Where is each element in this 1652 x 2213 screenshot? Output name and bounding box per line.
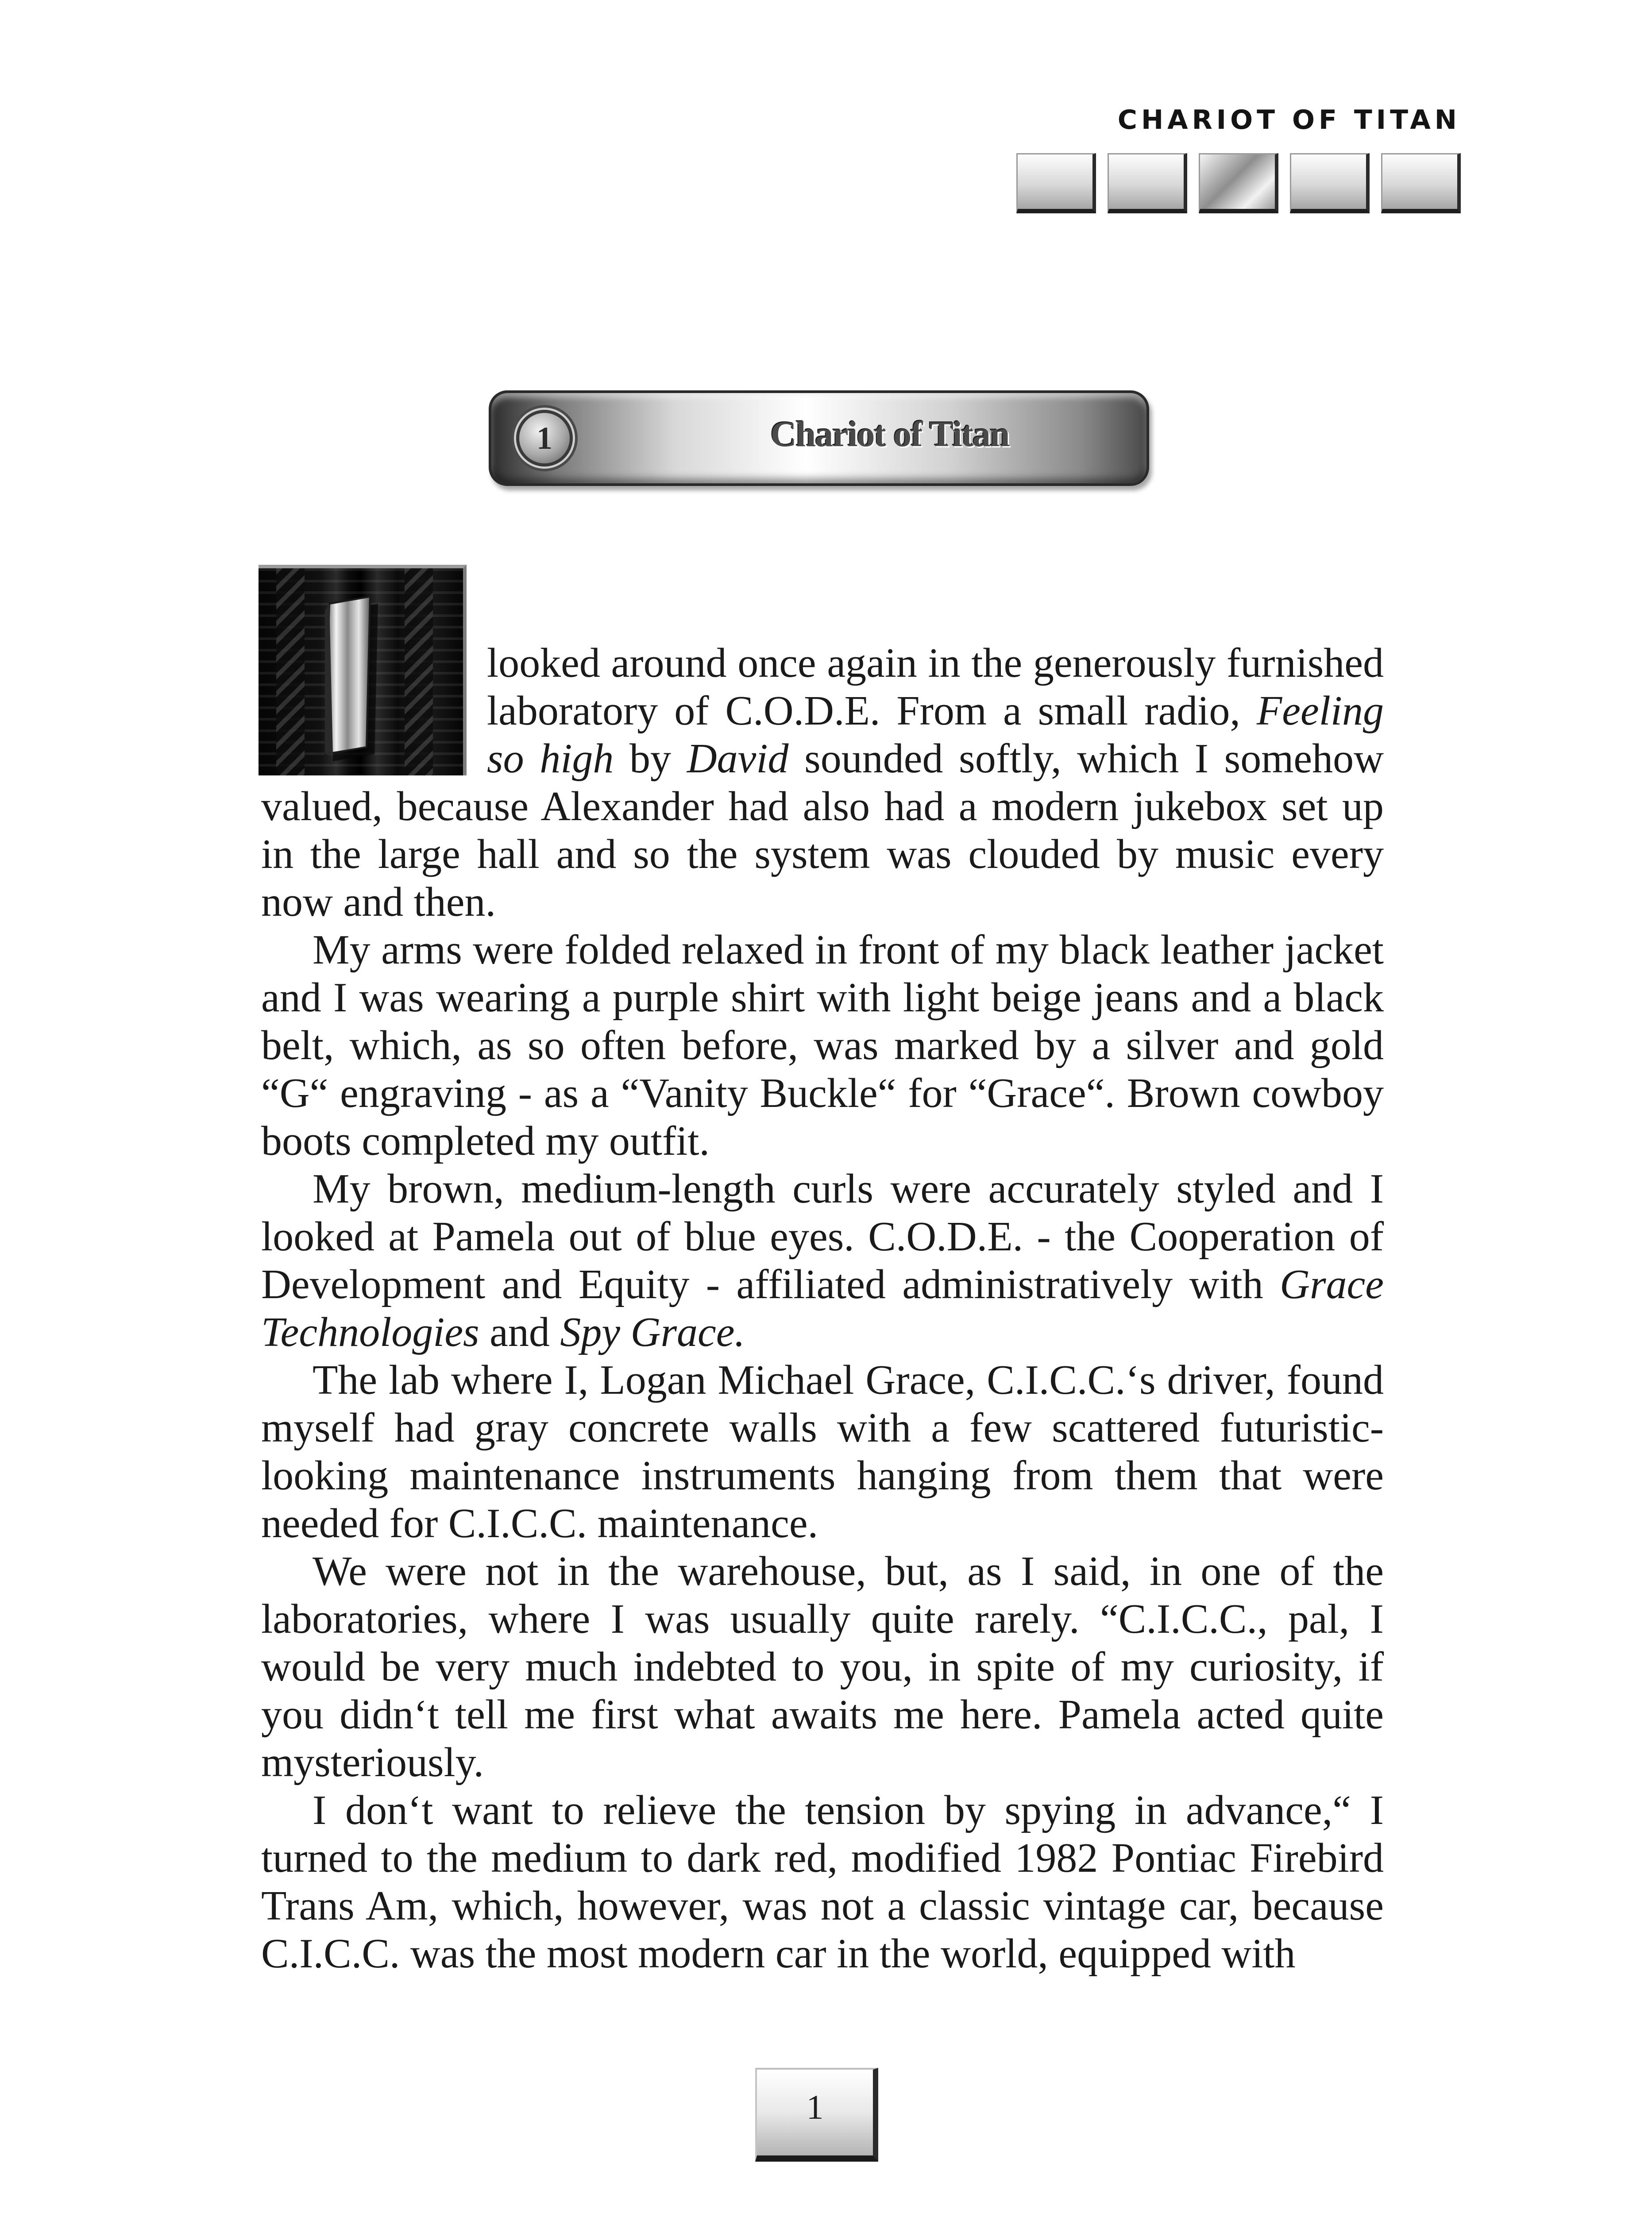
header-tab-1	[1016, 153, 1096, 213]
chapter-banner	[489, 390, 1149, 486]
text-run: looked around once again in the generously furnished laboratory of C.O.D.E. From a small radio,	[487, 640, 1384, 734]
artist-name: David	[687, 736, 789, 782]
running-title: CHARIOT OF TITAN	[1117, 104, 1461, 135]
paragraph-4: The lab where I, Logan Michael Grace, C.I.C.C.‘s driver, found myself had gray concrete walls with a few scattered futuristic-looking maintenance instruments hanging from them that were needed for C.I.C.C. maintenance.	[261, 1357, 1384, 1546]
chapter-number-badge: 1	[516, 410, 573, 467]
drop-cap-spacer	[261, 639, 487, 783]
paragraph-6: I don‘t want to relieve the tension by spying in advance,“ I turned to the medium to dark red, modified 1982 Pontiac Firebird Trans Am, which, however, was not a classic vintage car, because C.I.C.C. was the most modern car in the world, equipped with	[261, 1787, 1384, 1977]
paragraph-1	[261, 639, 1384, 926]
paragraph-3	[261, 1165, 1384, 1356]
header-tab-5	[1381, 153, 1461, 213]
header-tab-4	[1290, 153, 1370, 213]
company-name: Grace Technologies	[261, 1261, 1384, 1355]
text-run: My brown, medium-length curls were accurately styled and I looked at Pamela out of blue eyes. C.O.D.E. - the Cooperation of Development and Equity - affiliated administratively with	[261, 1166, 1384, 1307]
text-run: and	[479, 1309, 560, 1355]
paragraph-2: My arms were folded relaxed in front of my black leather jacket and I was wearing a purple shirt with light beige jeans and a black belt, which, as so often before, was marked by a silver and gold “G“ engraving - as a “Vanity Buckle“ for “Grace“. Brown cowboy boots completed my outfit.	[261, 927, 1384, 1164]
company-name: Spy Grace.	[560, 1309, 745, 1355]
song-title: Feeling so high	[487, 688, 1384, 782]
header-tab-3	[1199, 153, 1278, 213]
header-tab-strip	[1016, 153, 1463, 220]
text-run: by	[614, 736, 687, 782]
text-run: sounded softly, which I somehow valued, because Alexander had also had a modern jukebox set up in the large hall and so the system was clouded by music every now and then.	[261, 736, 1384, 925]
header-tab-2	[1108, 153, 1187, 213]
body-text	[261, 639, 1384, 1978]
paragraph-5: We were not in the warehouse, but, as I said, in one of the laboratories, where I was usually quite rarely. “C.I.C.C., pal, I would be very much indebted to you, in spite of my curiosity, if you didn‘t tell me first what awaits me here. Pamela acted quite mysteriously.	[261, 1548, 1384, 1785]
chapter-title: Chariot of Titan	[770, 414, 1009, 454]
page-number: 1	[755, 2068, 878, 2162]
